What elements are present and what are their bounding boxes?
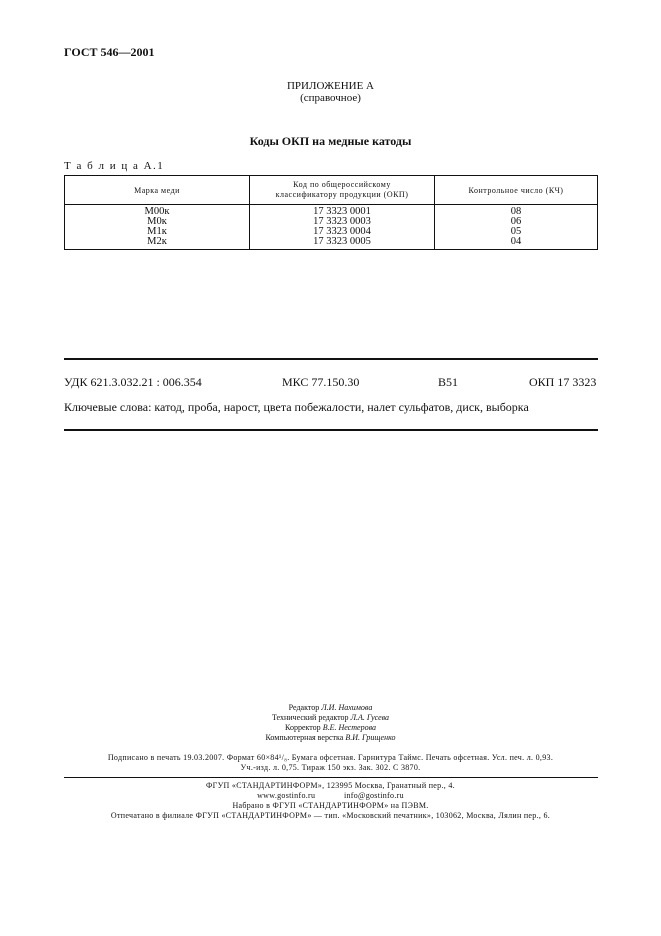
credit-role: Компьютерная верстка xyxy=(265,733,344,742)
mks-code: МКС 77.150.30 xyxy=(282,375,360,389)
grade-value: М00к xyxy=(144,206,170,217)
okp-code-value: 17 3323 0004 xyxy=(313,226,371,237)
publisher-contacts xyxy=(0,791,661,801)
table-caption: Т а б л и ц а А.1 xyxy=(64,160,165,172)
column-header-grade: Марка меди xyxy=(65,176,250,205)
publisher-address: ФГУП «СТАНДАРТИНФОРМ», 123995 Москва, Гранатный пер., 4. xyxy=(206,781,455,790)
keywords: Ключевые слова: катод, проба, нарост, цвета побежалости, налет сульфатов, диск, выборка xyxy=(64,400,529,414)
divider-bottom xyxy=(64,429,598,431)
credit-name: Л.А. Гусева xyxy=(350,713,390,722)
credit-role: Технический редактор xyxy=(271,713,349,722)
table-header-row xyxy=(65,176,598,205)
credit-name: Л.И. Нахимова xyxy=(321,703,373,712)
page-title: Коды ОКП на медные катоды xyxy=(249,134,412,148)
column-header-okp-code xyxy=(250,176,435,205)
okp-code-value: 17 3323 0005 xyxy=(313,236,371,247)
printed-at-info: Отпечатано в филиале ФГУП «СТАНДАРТИНФОРМ» — тип. «Московский печатник», 103062, Москва, Лялин пер., 6. xyxy=(110,811,551,820)
print-info-line2: Уч.-изд. л. 0,75. Тираж 150 экз. Зак. 302. С 3870. xyxy=(240,763,421,772)
appendix-heading xyxy=(0,80,661,104)
typeset-info: Набрано в ФГУП «СТАНДАРТИНФОРМ» на ПЭВМ. xyxy=(232,801,429,810)
okp-code-value: 17 3323 0001 xyxy=(313,206,371,217)
document-code: ГОСТ 546—2001 xyxy=(64,45,155,59)
publisher-email[interactable]: info@gostinfo.ru xyxy=(343,791,404,800)
column-header-check-number: Контрольное число (КЧ) xyxy=(435,176,598,205)
publisher-website[interactable]: www.gostinfo.ru xyxy=(257,791,316,800)
credit-role: Корректор xyxy=(285,723,321,732)
credits-block xyxy=(0,703,661,743)
check-number-cell xyxy=(435,205,598,250)
grade-value: М0к xyxy=(147,216,167,227)
check-number-value: 04 xyxy=(510,236,522,247)
check-number-value: 05 xyxy=(510,226,522,237)
column-header-okp-code-line2: классификатору продукции (ОКП) xyxy=(275,190,409,199)
grade-value: М2к xyxy=(147,236,167,247)
okp-code-cell xyxy=(250,205,435,250)
divider-imprint xyxy=(64,777,598,778)
group-code: В51 xyxy=(438,375,459,389)
okp-code: ОКП 17 3323 xyxy=(529,375,597,389)
check-number-value: 08 xyxy=(510,206,522,217)
appendix-type: (справочное) xyxy=(300,92,361,104)
credit-tech-editor xyxy=(0,713,661,723)
grade-cell xyxy=(65,205,250,250)
credit-name: В.И. Грищенко xyxy=(345,733,396,742)
credit-editor xyxy=(0,703,661,713)
okp-codes-table xyxy=(64,175,598,250)
grade-value: М1к xyxy=(147,226,167,237)
credit-layout xyxy=(0,733,661,743)
print-info-line1: Подписано в печать 19.03.2007. Формат 60×84¹/₈. Бумага офсетная. Гарнитура Таймс. Печать офсетная. Усл. печ. л. 0,93. xyxy=(107,753,554,762)
publisher-block xyxy=(0,781,661,821)
credit-role: Редактор xyxy=(288,703,320,712)
appendix-label: ПРИЛОЖЕНИЕ А xyxy=(286,80,374,92)
print-info xyxy=(0,753,661,773)
table-row xyxy=(65,205,598,250)
column-header-okp-code-line1: Код по общероссийскому xyxy=(293,180,391,189)
check-number-value: 06 xyxy=(510,216,522,227)
udk-code: УДК 621.3.032.21 : 006.354 xyxy=(64,375,202,389)
credit-name: В.Е. Нестерова xyxy=(322,723,376,732)
divider-top xyxy=(64,358,598,360)
okp-code-value: 17 3323 0003 xyxy=(313,216,371,227)
credit-corrector xyxy=(0,723,661,733)
